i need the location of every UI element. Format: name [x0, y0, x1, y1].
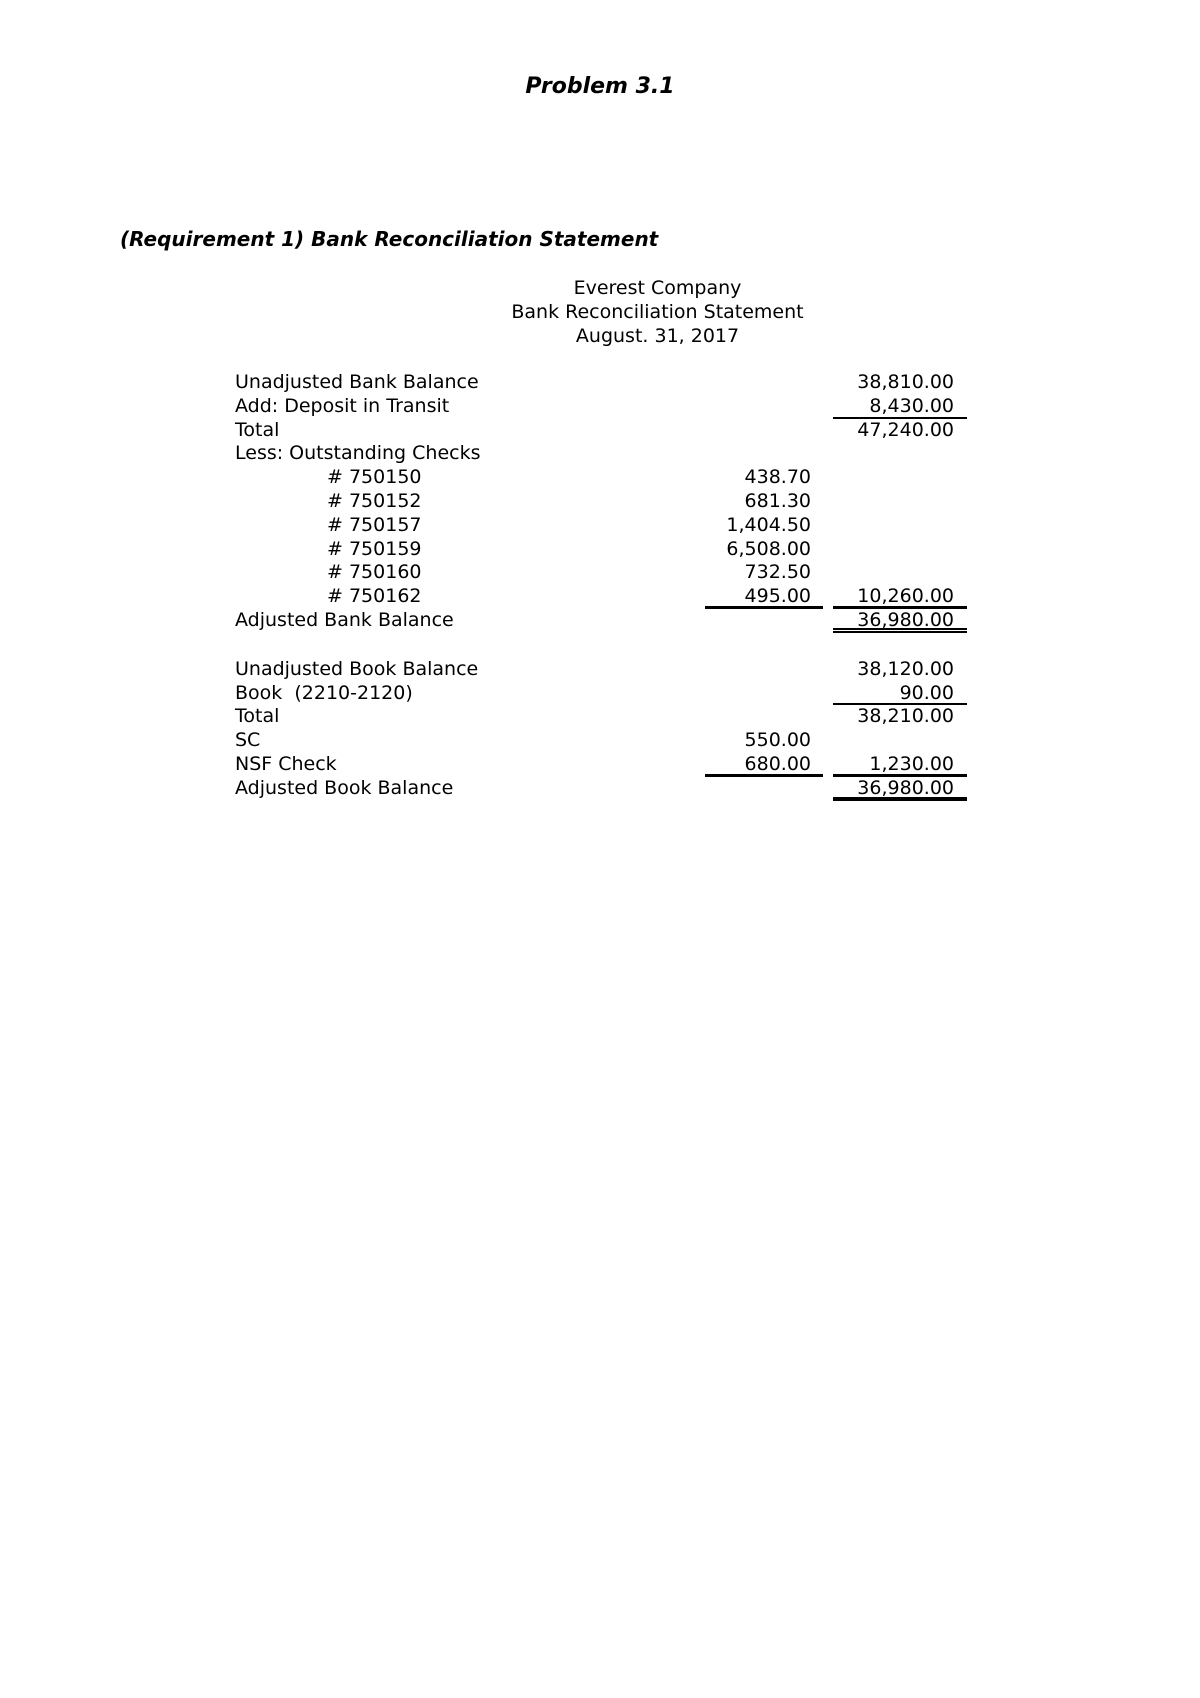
row-label: Total — [235, 418, 280, 441]
checks-total: 10,260.00 — [833, 585, 967, 609]
row-label: Unadjusted Book Balance — [235, 657, 479, 680]
row-label: Less: Outstanding Checks — [235, 442, 481, 465]
row-total: 36,980.00 — [833, 777, 967, 801]
section-spacer — [235, 633, 970, 658]
check-amount: 438.70 — [744, 466, 811, 489]
book-nsf-row — [235, 753, 970, 777]
statement-header — [0, 276, 1200, 348]
requirement-heading: (Requirement 1) Bank Reconciliation Statement — [120, 227, 659, 251]
page-title: Problem 3.1 — [525, 74, 675, 99]
check-row — [235, 538, 970, 562]
row-total: 8,430.00 — [833, 395, 967, 419]
outstanding-checks-row — [235, 442, 970, 466]
reconciliation-table — [235, 371, 970, 801]
check-number: # 750150 — [327, 466, 422, 489]
bank-adjusted-row — [235, 609, 970, 633]
bank-unadjusted-row — [235, 371, 970, 395]
row-label: Unadjusted Bank Balance — [235, 371, 479, 393]
book-sc-row — [235, 729, 970, 753]
statement-date: August. 31, 2017 — [575, 325, 740, 347]
check-amount: 732.50 — [744, 561, 811, 584]
row-label: Total — [235, 705, 280, 728]
bank-total-row — [235, 419, 970, 443]
check-amount: 6,508.00 — [726, 537, 811, 560]
check-number: # 750152 — [327, 489, 422, 512]
book-total-row — [235, 705, 970, 729]
row-label: NSF Check — [235, 752, 337, 775]
check-number: # 750160 — [327, 561, 422, 584]
check-row — [235, 514, 970, 538]
row-total: 90.00 — [833, 682, 967, 706]
row-label: Book (2210-2120) — [235, 681, 413, 704]
book-unadjusted-row — [235, 658, 970, 682]
check-row — [235, 585, 970, 609]
deductions-total: 1,230.00 — [833, 753, 967, 777]
row-total: 36,980.00 — [833, 609, 967, 633]
row-amount: 550.00 — [744, 729, 811, 752]
company-name: Everest Company — [573, 277, 742, 299]
check-row — [235, 466, 970, 490]
check-row — [235, 490, 970, 514]
check-amount: 1,404.50 — [726, 513, 811, 536]
row-label: Adjusted Bank Balance — [235, 608, 454, 631]
check-amount: 495.00 — [705, 585, 823, 609]
book-adjusted-row — [235, 777, 970, 801]
check-number: # 750157 — [327, 513, 422, 536]
check-amount: 681.30 — [744, 489, 811, 512]
row-label: Adjusted Book Balance — [235, 776, 454, 799]
row-amount: 680.00 — [705, 753, 823, 777]
row-total: 38,210.00 — [857, 705, 954, 728]
row-total: 38,810.00 — [857, 371, 954, 393]
row-total: 38,120.00 — [857, 657, 954, 680]
bank-deposit-row — [235, 395, 970, 419]
check-number: # 750162 — [327, 585, 422, 608]
check-number: # 750159 — [327, 537, 422, 560]
row-total: 47,240.00 — [857, 418, 954, 441]
check-row — [235, 561, 970, 585]
row-label: SC — [235, 729, 261, 752]
statement-name: Bank Reconciliation Statement — [511, 301, 804, 323]
row-label: Add: Deposit in Transit — [235, 394, 450, 417]
book-error-row — [235, 682, 970, 706]
